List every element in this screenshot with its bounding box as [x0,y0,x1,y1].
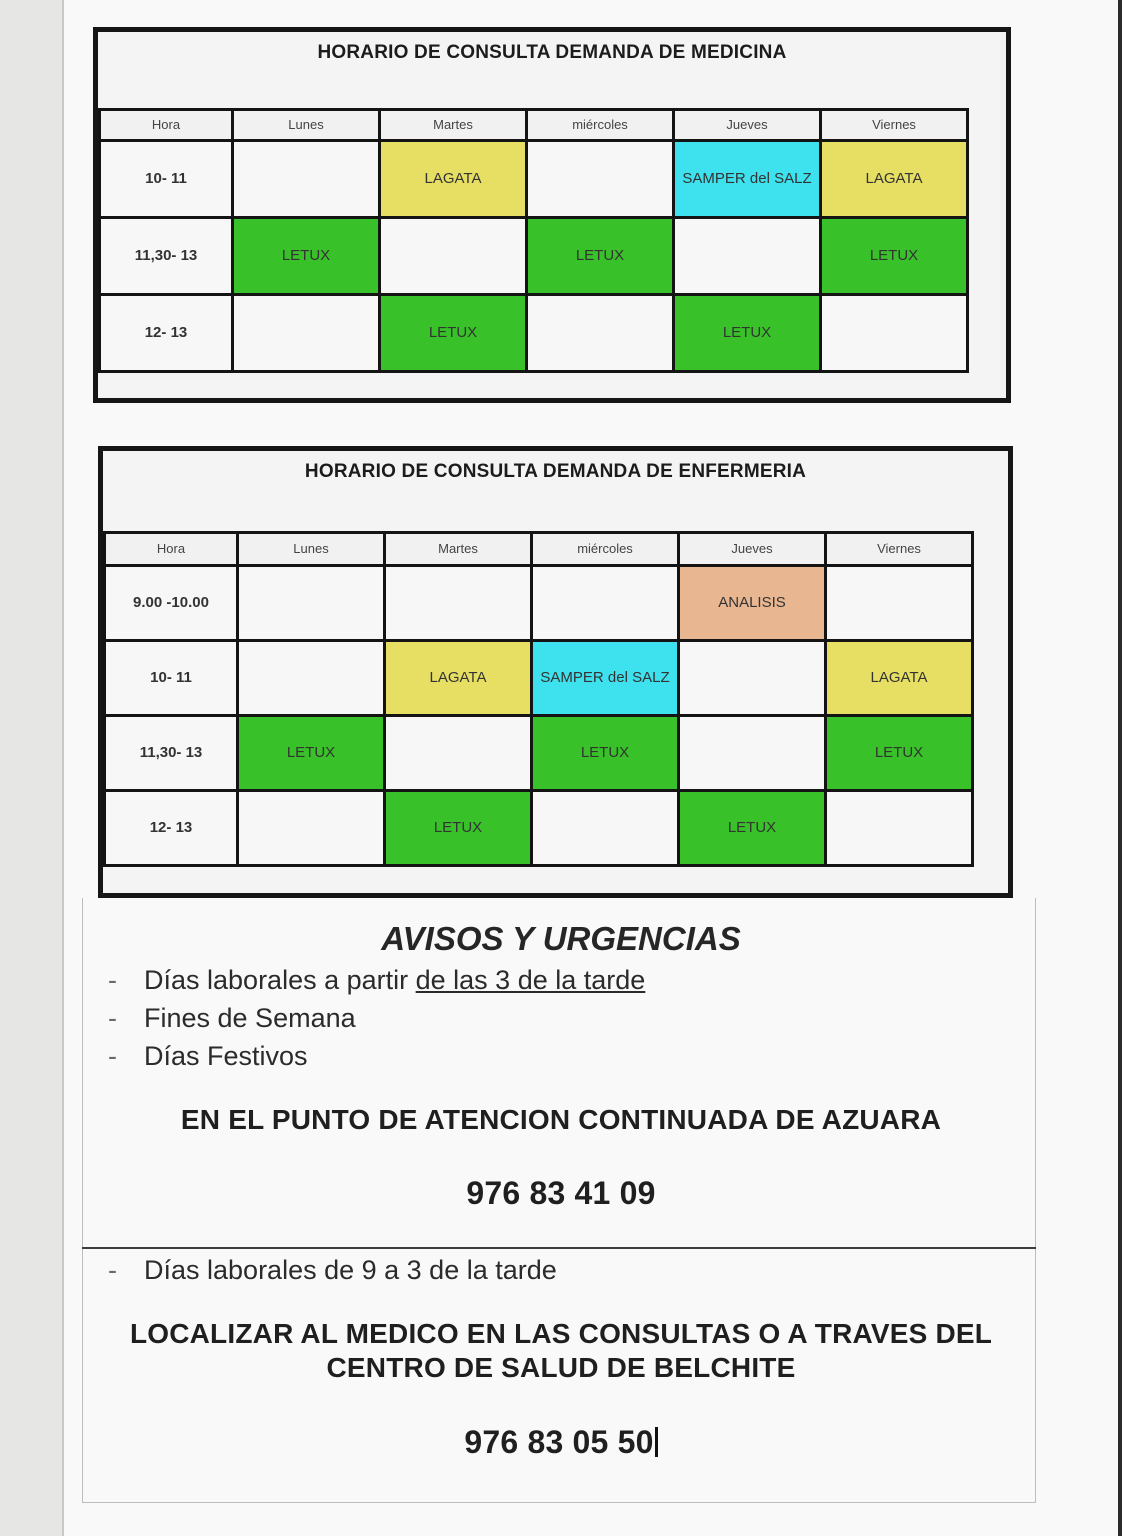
hour-cell: 11,30- 13 [101,219,231,293]
schedule-cell-empty [675,219,819,293]
bullet-text: Días laborales a partir [144,965,416,995]
section-divider [82,1247,1036,1249]
avisos-bullet-laborales [108,965,645,996]
schedule-cell-empty [386,567,530,639]
bullet-text: Fines de Semana [144,1003,356,1033]
schedule-cell-empty [680,717,824,789]
header-cell: miércoles [533,534,677,564]
schedule-cell-empty [234,142,378,216]
header-cell: Jueves [680,534,824,564]
schedule-cell-empty [528,142,672,216]
medicina-title: HORARIO DE CONSULTA DEMANDA DE MEDICINA [317,42,787,63]
schedule-cell-empty [533,792,677,864]
hour-cell: 9.00 -10.00 [106,567,236,639]
header-cell: Hora [101,111,231,139]
monitor-edge [1118,0,1122,1536]
hour-cell: 12- 13 [101,296,231,370]
enfermeria-grid [103,531,974,867]
header-cell: Jueves [675,111,819,139]
schedule-cell: LETUX [386,792,530,864]
azuara-location: EN EL PUNTO DE ATENCION CONTINUADA DE AZUARA [180,1104,942,1135]
schedule-cell-empty [239,567,383,639]
schedule-cell-empty [234,296,378,370]
text-cursor [655,1427,658,1457]
hour-cell: 10- 11 [106,642,236,714]
schedule-cell: LETUX [533,717,677,789]
schedule-cell-empty [528,296,672,370]
bullet-dash: - [108,965,117,995]
schedule-cell: LETUX [528,219,672,293]
avisos-title: AVISOS Y URGENCIAS [381,920,741,957]
header-cell: Viernes [827,534,971,564]
schedule-cell: LETUX [234,219,378,293]
bullet-dash: - [108,1003,117,1033]
header-cell: Lunes [234,111,378,139]
bullet-text: Días laborales de 9 a 3 de la tarde [144,1255,557,1285]
schedule-cell: SAMPER del SALZ [675,142,819,216]
azuara-phone: 976 83 41 09 [466,1175,656,1211]
schedule-cell-empty [381,219,525,293]
schedule-cell-empty [680,642,824,714]
schedule-cell: LAGATA [386,642,530,714]
bullet-dash: - [108,1041,117,1071]
enfermeria-schedule [98,446,1013,898]
belchite-line-2: CENTRO DE SALUD DE BELCHITE [326,1352,796,1383]
schedule-cell: LETUX [827,717,971,789]
avisos-bullet-fines [108,1003,356,1034]
schedule-cell-empty [239,642,383,714]
schedule-cell: LETUX [381,296,525,370]
schedule-cell-empty [827,567,971,639]
schedule-cell: LAGATA [822,142,966,216]
schedule-cell: SAMPER del SALZ [533,642,677,714]
belchite-phone: 976 83 05 50 [464,1424,654,1460]
bullet-dash: - [108,1255,117,1285]
laborales-bullet [108,1255,557,1286]
hour-cell: 11,30- 13 [106,717,236,789]
header-cell: Hora [106,534,236,564]
schedule-cell: LETUX [822,219,966,293]
avisos-bullet-festivos [108,1041,308,1072]
schedule-cell: LAGATA [381,142,525,216]
bullet-text: Días Festivos [144,1041,308,1071]
header-cell: miércoles [528,111,672,139]
bullet-underlined-text: de las 3 de la tarde [415,965,646,995]
schedule-cell: LAGATA [827,642,971,714]
schedule-cell-empty [827,792,971,864]
header-cell: Martes [386,534,530,564]
schedule-cell: LETUX [675,296,819,370]
medicina-grid [98,108,969,373]
schedule-cell-empty [533,567,677,639]
schedule-cell: LETUX [239,717,383,789]
belchite-phone-wrap [0,1424,1122,1461]
schedule-cell-empty [386,717,530,789]
header-cell: Martes [381,111,525,139]
belchite-line-1: LOCALIZAR AL MEDICO EN LAS CONSULTAS O A TRAVES DEL [129,1318,993,1349]
schedule-cell-empty [239,792,383,864]
header-cell: Viernes [822,111,966,139]
header-cell: Lunes [239,534,383,564]
schedule-cell-empty [822,296,966,370]
schedule-cell: LETUX [680,792,824,864]
hour-cell: 12- 13 [106,792,236,864]
schedule-cell: ANALISIS [680,567,824,639]
hour-cell: 10- 11 [101,142,231,216]
enfermeria-title: HORARIO DE CONSULTA DEMANDA DE ENFERMERIA [304,461,807,482]
medicina-schedule [93,27,1011,403]
